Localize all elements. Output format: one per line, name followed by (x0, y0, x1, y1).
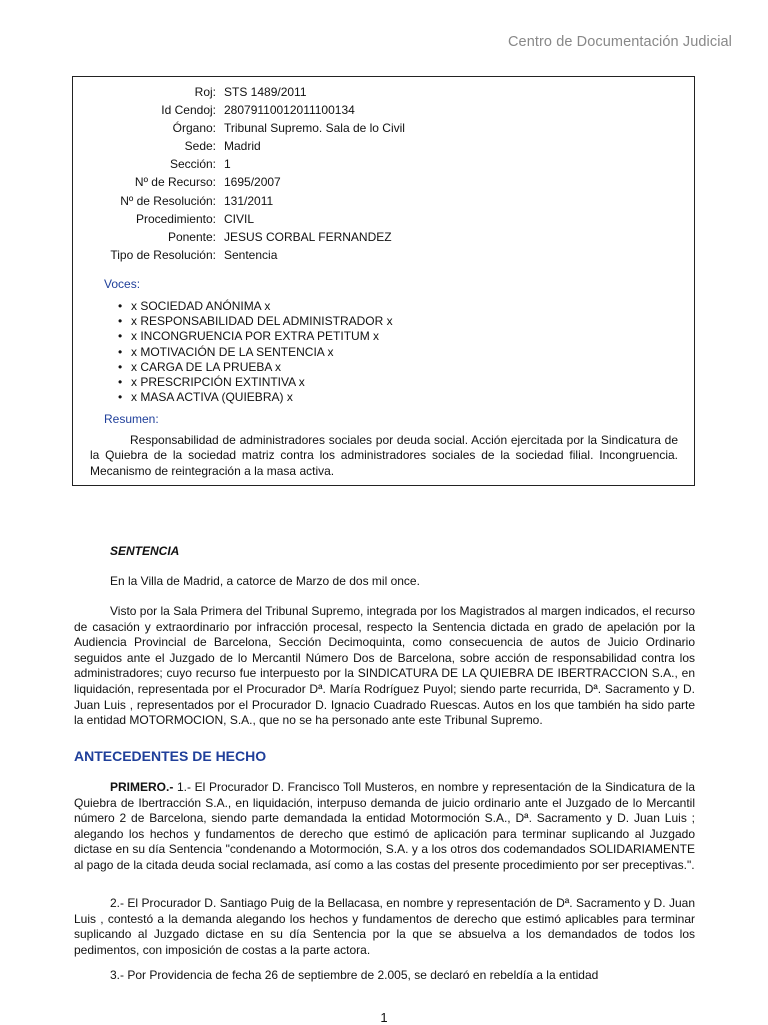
antecedentes-heading: ANTECEDENTES DE HECHO (74, 748, 267, 764)
metadata-row-id-cendoj (73, 101, 694, 119)
paragraph-primero (74, 780, 695, 874)
bullet-icon: • (118, 359, 123, 374)
document-source-header: Centro de Documentación Judicial (507, 34, 732, 50)
metadata-row-ponente (73, 228, 694, 246)
metadata-value: Sentencia (224, 247, 278, 262)
metadata-row-organo (73, 119, 694, 137)
metadata-label: Roj: (194, 85, 216, 99)
metadata-value: Tribunal Supremo. Sala de lo Civil (224, 121, 405, 136)
list-item (118, 375, 393, 390)
bullet-icon: • (118, 299, 123, 313)
bullet-icon: • (118, 374, 123, 389)
voz-label: x MASA ACTIVA (QUIEBRA) x (131, 390, 293, 405)
bullet-icon: • (118, 329, 123, 344)
list-item (118, 390, 393, 405)
metadata-label: Id Cendoj: (161, 103, 216, 118)
metadata-row-roj (73, 83, 694, 101)
sentencia-title: SENTENCIA (110, 544, 180, 558)
voz-label: x PRESCRIPCIÓN EXTINTIVA x (131, 374, 305, 389)
voz-label: x RESPONSABILIDAD DEL ADMINISTRADOR x (131, 314, 393, 329)
page-number: 1 (380, 1010, 388, 1025)
voces-list (118, 299, 393, 405)
resumen-text: Responsabilidad de administradores sociales por deuda social. Acción ejercitada por la Sindicatura de la Quiebra de la sociedad matriz contra los administradores sociales de la sociedad filial. Incongruencia. Mecanismo de reintegración a la masa activa. (90, 433, 678, 478)
metadata-box (72, 76, 695, 486)
resumen-heading: Resumen: (104, 412, 159, 426)
metadata-row-sede (73, 137, 694, 155)
metadata-label: Nº de Recurso: (134, 175, 216, 190)
list-item (118, 299, 393, 314)
metadata-row-seccion (73, 155, 694, 173)
voces-heading: Voces: (104, 277, 141, 291)
list-item (118, 329, 393, 344)
metadata-value: 28079110012011100134 (224, 103, 355, 118)
bullet-icon: • (118, 344, 123, 359)
list-item (118, 314, 393, 329)
metadata-list (73, 83, 694, 264)
metadata-label: Ponente: (167, 229, 216, 244)
metadata-label: Sede: (184, 139, 216, 154)
metadata-value: CIVIL (224, 211, 255, 226)
voz-label: x CARGA DE LA PRUEBA x (131, 359, 282, 374)
metadata-value: 131/2011 (224, 193, 274, 208)
list-item (118, 360, 393, 375)
primero-label: PRIMERO.- (110, 780, 174, 794)
paragraph-2: 2.- El Procurador D. Santiago Puig de la Bellacasa, en nombre y representación de Dª. Sacramento y D. Juan Luis , contestó a la demanda alegando los hechos y fundamentos de derecho que estimó aplicables para terminar suplicando al Juzgado dictase en su día Sentencia por la que se absuelva a los demandados de todos los pedimentos, con imposición de costas a la parte actora. (74, 896, 695, 957)
metadata-row-resolucion (73, 192, 694, 210)
bullet-icon: • (118, 390, 123, 405)
metadata-label: Sección: (169, 157, 216, 172)
voz-label: x MOTIVACIÓN DE LA SENTENCIA x (131, 344, 334, 359)
metadata-label: Tipo de Resolución: (110, 247, 216, 262)
metadata-row-procedimiento (73, 210, 694, 228)
paragraph-visto: Visto por la Sala Primera del Tribunal Supremo, integrada por los Magistrados al margen indicados, el recurso de casación y extraordinario por infracción procesal, respecto la Sentencia dictada en grado de apelación por la Audiencia Provincial de Barcelona, Sección Decimoquinta, como consecuencia de autos de Juicio Ordinario seguidos ante el Juzgado de lo Mercantil Número Dos de Barcelona, sobre acción de responsabilidad contra los administradores; cuyo recurso fue interpuesto por la SINDICATURA DE LA QUIEBRA DE IBERTRACCION S.A., en liquidación, representada por el Procurador Dª. María Rodríguez Puyol; siendo parte recurrida, Dª. Sacramento y D. Juan Luis , representados por el Procurador D. Ignacio Cuadrado Ruescas. Autos en los que también ha sido parte la entidad MOTORMOCION, S.A., que no se ha personado ante este Tribunal Supremo. (74, 604, 695, 728)
metadata-label: Órgano: (172, 121, 216, 136)
primero-text: 1.- El Procurador D. Francisco Toll Musteros, en nombre y representación de la Sindicatura de la Quiebra de Ibertracción S.A., en liquidación, interpuso demanda de juicio ordinario ante el Juzgado de lo Mercantil número 2 de Barcelona, siendo parte demandada la entidad Motormoción S.A., Dª. Sacramento y D. Juan Luis ; alegando los hechos y fundamentos de derecho que estimó de aplicación para terminar suplicando al Juzgado dictase en su día Sentencia "condenando a Motormoción, S.A. y a los otros dos codemandados SOLIDARIAMENTE al pago de la citada deuda social reclamada, así como a las costas del presente procedimiento por ser preceptivas.". (74, 780, 695, 872)
metadata-value: Madrid (224, 139, 261, 154)
voz-label: x INCONGRUENCIA POR EXTRA PETITUM x (131, 329, 380, 344)
metadata-value: STS 1489/2011 (224, 85, 307, 99)
metadata-label: Nº de Resolución: (120, 193, 216, 208)
metadata-value: JESUS CORBAL FERNANDEZ (224, 229, 392, 244)
metadata-label: Procedimiento: (135, 211, 216, 226)
metadata-row-recurso (73, 173, 694, 191)
list-item (118, 345, 393, 360)
paragraph-place-date: En la Villa de Madrid, a catorce de Marzo de dos mil once. (110, 574, 420, 588)
metadata-value: 1695/2007 (224, 175, 281, 190)
bullet-icon: • (118, 314, 123, 329)
paragraph-3: 3.- Por Providencia de fecha 26 de septiembre de 2.005, se declaró en rebeldía a la entidad (110, 968, 599, 982)
metadata-row-tipo-resolucion (73, 246, 694, 264)
voz-label: x SOCIEDAD ANÓNIMA x (131, 299, 271, 313)
metadata-value: 1 (224, 157, 231, 172)
